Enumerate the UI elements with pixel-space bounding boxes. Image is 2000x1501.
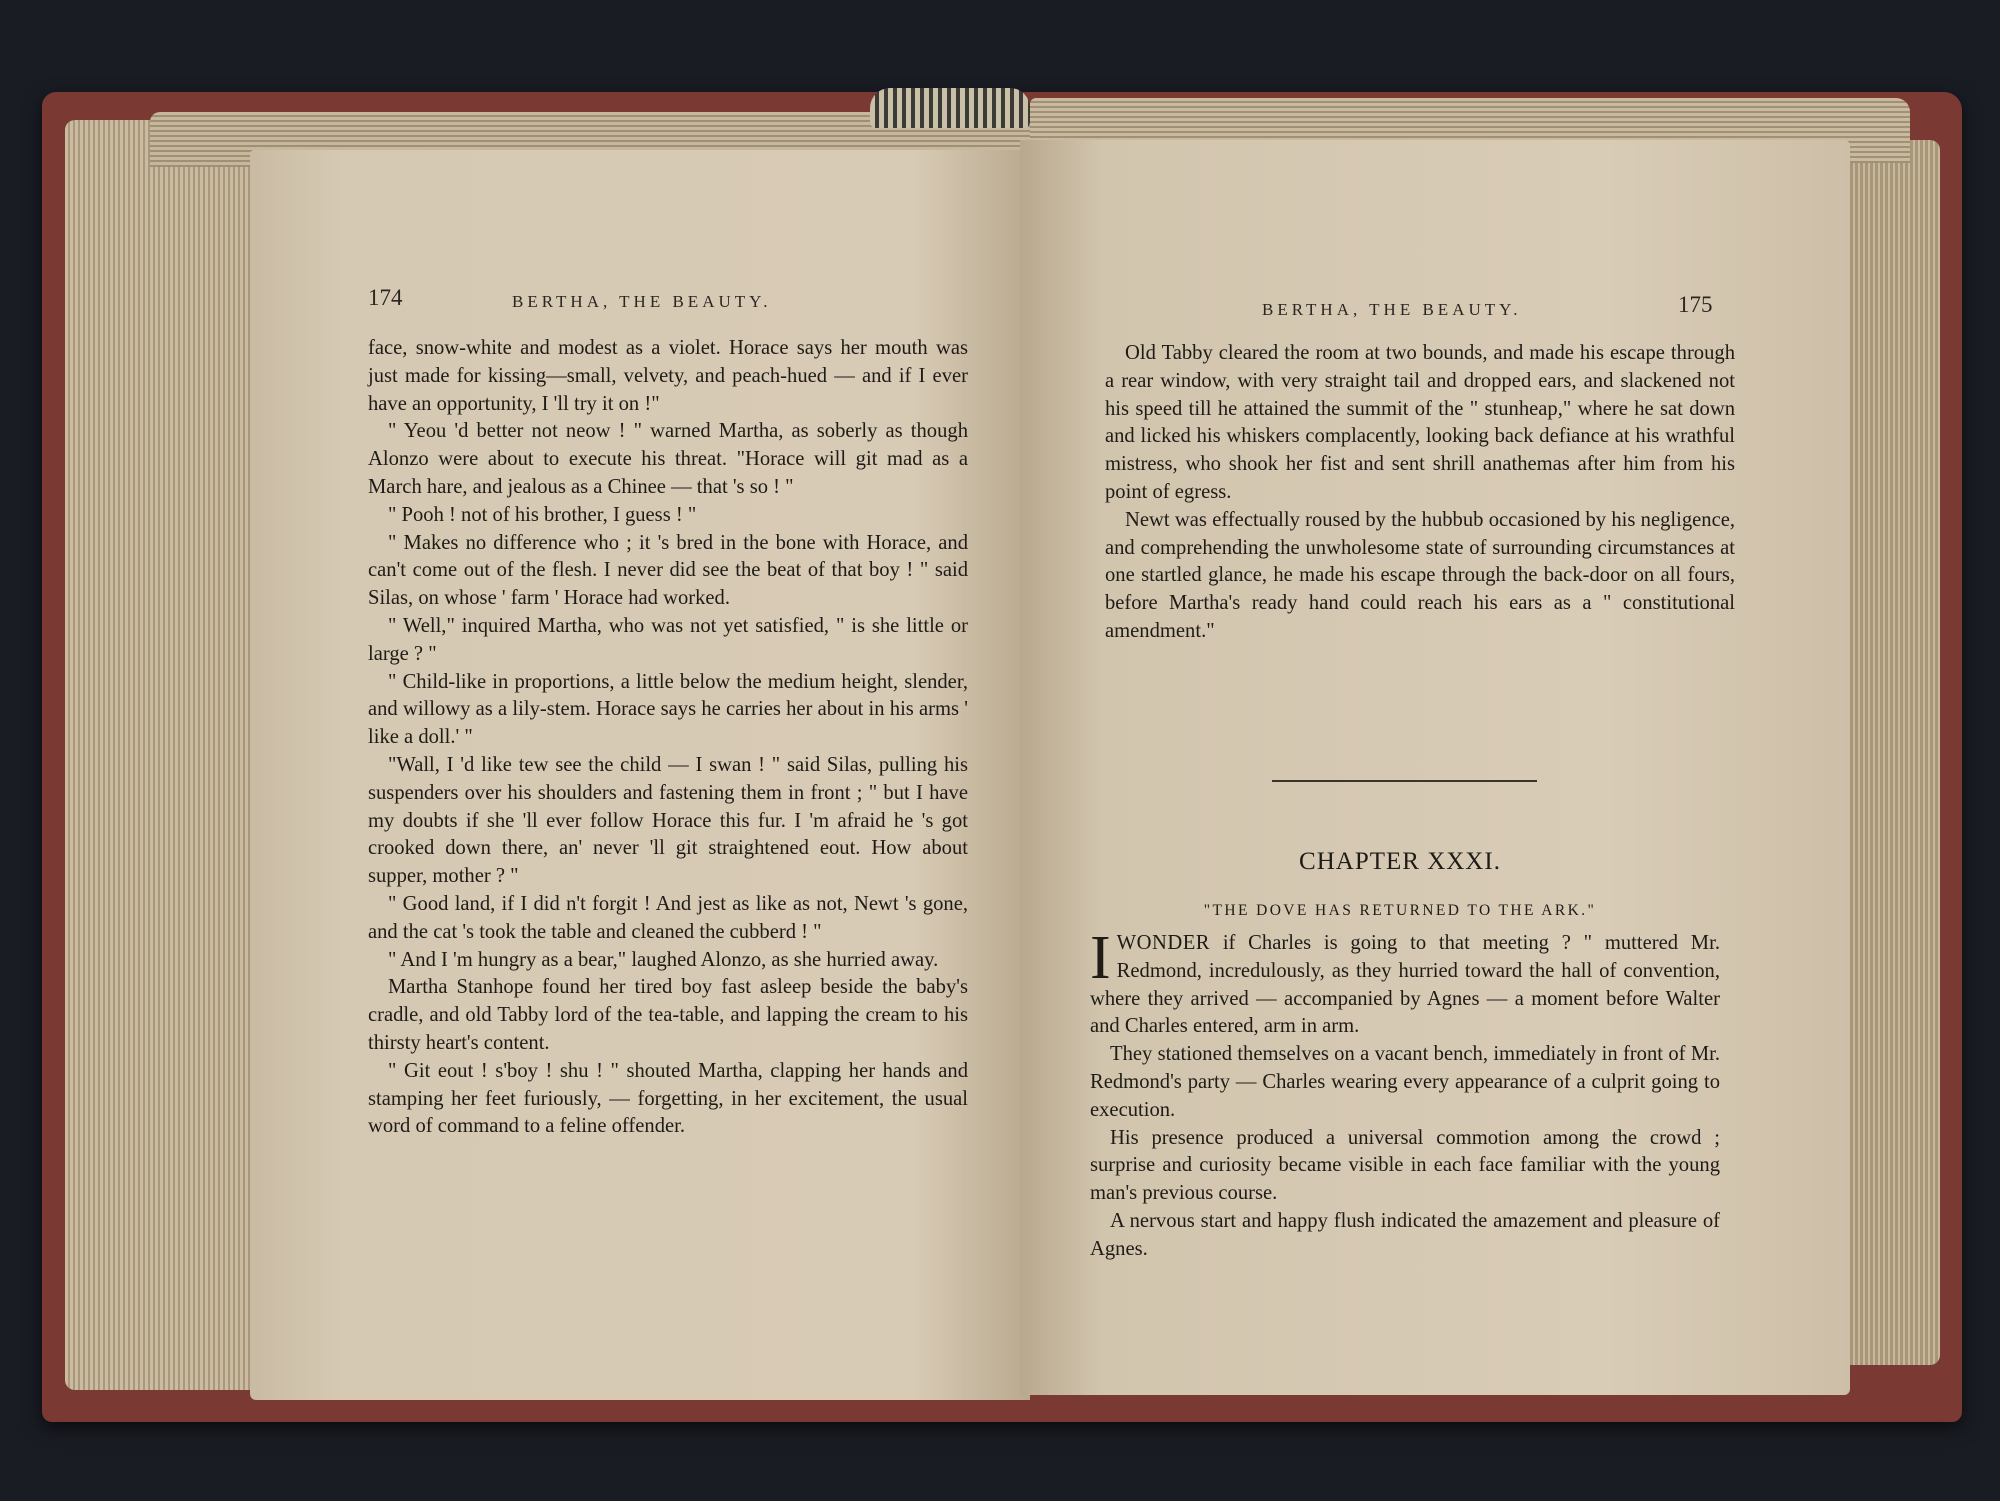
- right-page-text: [1105, 340, 1735, 646]
- chapter-subtitle: "THE DOVE HAS RETURNED TO THE ARK.": [1203, 902, 1597, 919]
- right-page: [1020, 140, 1850, 1395]
- chapter-title: CHAPTER XXXI.: [1299, 848, 1501, 875]
- paragraph: Old Tabby cleared the room at two bounds, and made his escape through a rear window, with very straight tail and dropped ears, and slackened not his speed till he attained the summit of the " stunheap," where he sat down and licked his whiskers complacently, looking back defiance at his wrathful mistress, who shook her fist and sent shrill anathemas after him from his point of egress.: [1105, 342, 1735, 503]
- section-rule: [1272, 780, 1537, 782]
- paragraph: " Child-like in proportions, a little below the medium height, slender, and willowy as a lily-stem. Horace says he carries her about in his arms ' like a doll.' ": [368, 670, 968, 749]
- paragraph: His presence produced a universal commotion among the crowd ; surprise and curiosity became visible in each face familiar with the young man's previous course.: [1090, 1126, 1720, 1205]
- paragraph: They stationed themselves on a vacant bench, immediately in front of Mr. Redmond's party — Charles wearing every appearance of a culprit going to execution.: [1090, 1043, 1720, 1121]
- running-head-left: BERTHA, THE BEAUTY.: [512, 292, 772, 311]
- chapter-opening-rest: if Charles is going to that meeting ? " muttered Mr. Redmond, incredulously, as they hurried toward the hall of convention, where they arrived — accompanied by Agnes — a moment before Walter and Charles entered, arm in arm.: [1090, 932, 1720, 1038]
- paragraph: " Yeou 'd better not neow ! " warned Martha, as soberly as though Alonzo were about to execute his threat. "Horace will git mad as a March hare, and jealous as a Chinee — that 's so ! ": [368, 420, 968, 498]
- chapter-first-words: WONDER: [1116, 932, 1211, 954]
- paragraph: A nervous start and happy flush indicated the amazement and pleasure of Agnes.: [1090, 1209, 1720, 1260]
- chapter-opening-paragraph: [1090, 924, 1720, 1041]
- chapter-text: [1090, 924, 1720, 1264]
- page-edges-left: [65, 120, 275, 1390]
- paragraph: " And I 'm hungry as a bear," laughed Alonzo, as she hurried away.: [388, 948, 939, 971]
- page-number-right: 175: [1678, 292, 1713, 317]
- paragraph: Martha Stanhope found her tired boy fast asleep beside the baby's cradle, and old Tabby lord of the tea-table, and lapping the cream to his thirsty heart's content.: [368, 976, 968, 1054]
- paragraph: " Makes no difference who ; it 's bred in the bone with Horace, and can't come out of the flesh. I never did see the beat of that boy ! " said Silas, on whose ' farm ' Horace had worked.: [368, 531, 968, 610]
- paragraph: "Wall, I 'd like tew see the child — I swan ! " said Silas, pulling his suspenders over his shoulders and fastening them in front ; " but I have my doubts if she 'll ever follow Horace this fur. I 'm afraid he 's got crooked down there, an' never 'll git straightened eout. How about supper, mother ? ": [368, 753, 968, 888]
- drop-cap: I: [1090, 924, 1111, 992]
- page-number-left: 174: [368, 285, 403, 310]
- left-page-text: [368, 335, 968, 1141]
- running-head-right: BERTHA, THE BEAUTY.: [1262, 300, 1522, 319]
- paragraph: " Git eout ! s'boy ! shu ! " shouted Martha, clapping her hands and stamping her feet furiously, — forgetting, in her excitement, the usual word of command to a feline offender.: [368, 1059, 968, 1138]
- paragraph: " Good land, if I did n't forgit ! And jest as like as not, Newt 's gone, and the cat 's took the table and cleaned the cubberd ! ": [368, 892, 968, 943]
- left-page: [250, 150, 1030, 1400]
- paragraph: " Well," inquired Martha, who was not yet satisfied, " is she little or large ? ": [368, 614, 968, 665]
- paragraph: Newt was effectually roused by the hubbub occasioned by his negligence, and comprehending the unwholesome state of surrounding circumstances at one startled glance, he made his escape through the back-door on all fours, before Martha's ready hand could reach his ears as a " constitutional amendment.": [1105, 508, 1735, 642]
- paragraph: " Pooh ! not of his brother, I guess ! ": [388, 503, 697, 526]
- paragraph: face, snow-white and modest as a violet. Horace says her mouth was just made for kissing—small, velvety, and peach-hued — and if I ever have an opportunity, I 'll try it on !": [368, 337, 968, 415]
- spine-headband: [870, 88, 1030, 128]
